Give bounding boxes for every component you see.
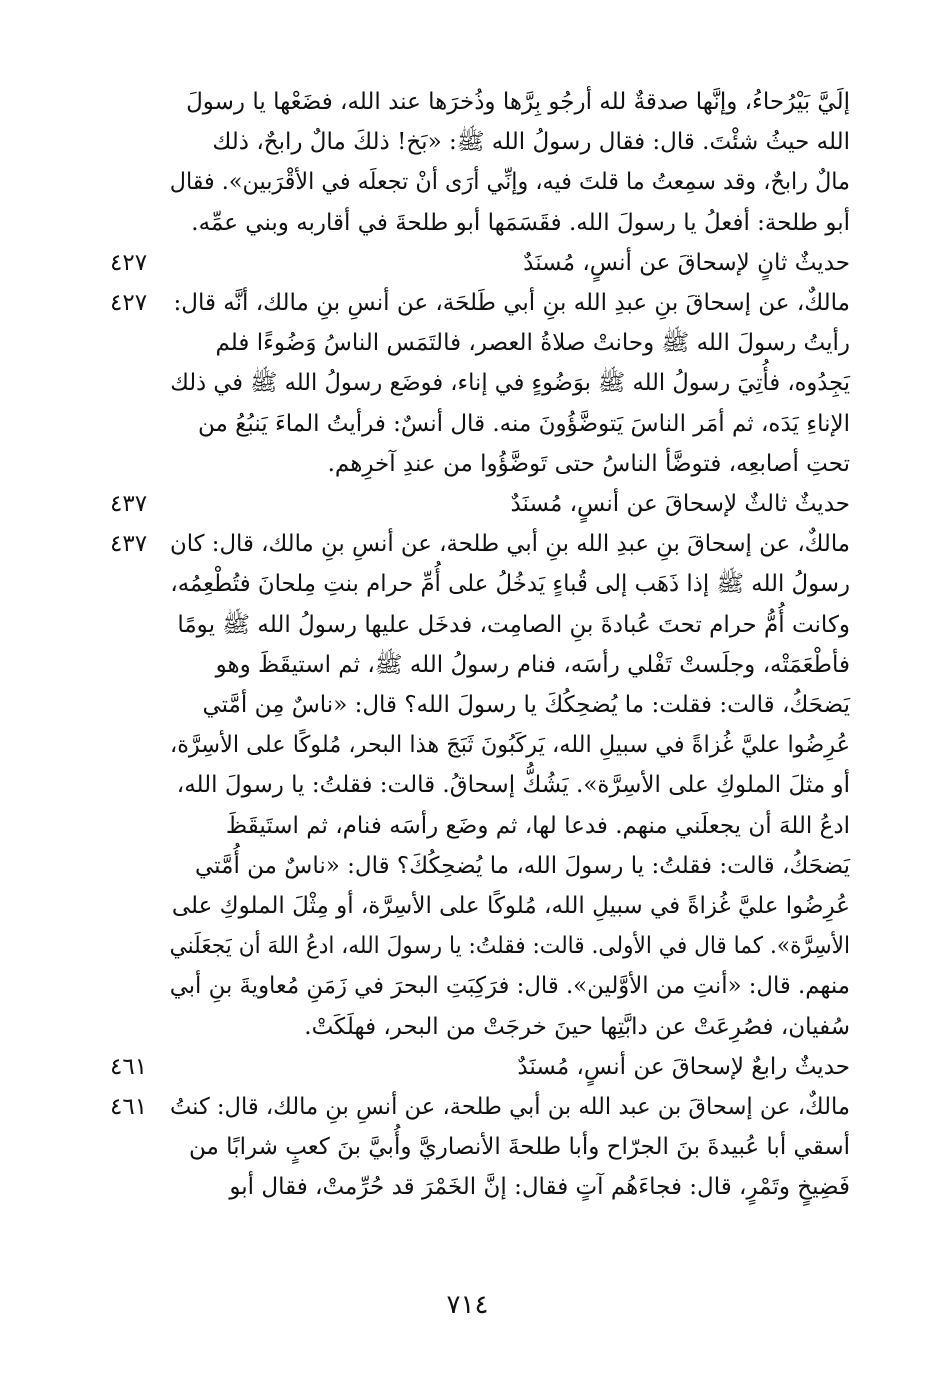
text-line: مالكٌ، عن إسحاقَ بنِ عبدِ الله بنِ أبي طلحة، عن أنسِ بنِ مالك، قال: كان: [169, 531, 850, 558]
text-line: فأطْعَمَتْه، وجلَستْ تَفْلي رأسَه، فنام رسولُ الله ﷺ، ثم استيقَظَ وهو: [215, 651, 850, 678]
text-line: منهم. قال: «أنتِ من الأوَّلين». قال: فرَكِبَتِ البحرَ في زَمَنِ مُعاويةَ بنِ أبي: [169, 973, 850, 1000]
text-line: فَضِيخٍ وتَمْرٍ، قال: فجاءَهُم آتٍ فقال: إنَّ الخَمْرَ قد حُرِّمتْ، فقال أبو: [229, 1174, 850, 1201]
heading-ref-number: ٤٣٧: [110, 491, 148, 517]
text-line: رسولُ الله ﷺ إذا ذَهَب إلى قُباءٍ يَدخُلُ على أُمِّ حرام بنتِ مِلحانَ فتُطْعِمُه،: [170, 571, 850, 598]
text-line: الله حيثُ شئْتَ. قال: فقال رسولُ الله ﷺ: «بَخ! ذلكَ مالٌ رابحٌ، ذلك: [212, 129, 850, 156]
hadith-ref-number: ٤٦١: [110, 1094, 148, 1120]
text-line: مالكٌ، عن إسحاقَ بن عبد الله بن أبي طلحة، عن أنسِ بنِ مالك، قال: كنتُ: [169, 1094, 850, 1120]
text-line: الأسِرَّة». كما قال في الأولى. قالت: فقلتُ: يا رسولَ الله، ادعُ اللهَ أن يَجعَلَني: [169, 933, 850, 960]
text-line: أو مثلَ الملوكِ على الأسِرَّة». يَشُكُّ إسحاقُ. قالت: فقلتُ: يا رسولَ الله،: [176, 772, 850, 799]
text-line: يَضحَكُ، قالت: فقلتُ: يا رسولَ الله، ما يُضحِكُكَ؟ قال: «ناسٌ من أُمَّتي: [195, 852, 850, 879]
heading-text: حديثٌ ثانٍ لإسحاقَ عن أنسٍ، مُسنَدٌ: [523, 249, 850, 276]
page-number: ٧١٤: [446, 1290, 489, 1320]
heading-ref-number: ٤٦١: [110, 1053, 148, 1080]
text-line: تحتِ أصابعِه، فتوضَّأ الناسُ حتى تَوضَّؤُوا من عندِ آخرِهم.: [327, 450, 850, 477]
text-line: مالٌ رابحٌ، وقد سمِعتُ ما قلتَ فيه، وإنِّي أرَى أنْ تجعلَه في الأقْرَبين». فقال: [169, 169, 851, 196]
text-line: عُرِضُوا عليَّ غُزاةً في سبيلِ الله، مُلوكًا على الأسِرَّة، أو مِثْلَ الملوكِ على: [171, 892, 850, 919]
text-line: رأيتُ رسولَ الله ﷺ وحانتْ صلاةُ العصر، فالتَمَس الناسُ وَضُوءًا فلم: [215, 330, 850, 357]
text-line: عُرِضُوا عليَّ غُزاةً في سبيلِ الله، يَركَبُونَ ثَبَجَ هذا البحر، مُلوكًا على الأسِرَّة،: [169, 732, 850, 759]
heading-ref-number: ٤٢٧: [110, 249, 148, 276]
heading-text: حديثٌ ثالثٌ لإسحاقَ عن أنسٍ، مُسنَدٌ: [510, 491, 850, 517]
text-line: سُفيان، فصُرِعَتْ عن دابَّتِها حينَ خرجَتْ من البحر، فهلَكَتْ.: [304, 1013, 850, 1040]
hadith-ref-number: ٤٢٧: [110, 290, 148, 316]
text-line: مالكٌ، عن إسحاقَ بنِ عبدِ الله بنِ أبي طَلحَة، عن أنسِ بنِ مالك، أنَّه قال:: [173, 290, 850, 316]
text-line: ادعُ اللهَ أن يجعلَني منهم. فدعا لها، ثم وضَع رأسَه فنام، ثم استَيقَظَ: [225, 812, 850, 839]
text-line: أسقي أبا عُبيدةَ بنَ الجرّاح وأبا طلحةَ الأنصاريَّ وأُبيَّ بنَ كعبٍ شرابًا من: [189, 1134, 850, 1161]
text-line: يَجِدُوه، فأُتِيَ رسولُ الله ﷺ بوَضُوءٍ في إناء، فوضَع رسولُ الله ﷺ في ذلك: [170, 370, 850, 397]
heading-text: حديثٌ رابعٌ لإسحاقَ عن أنسٍ، مُسنَدٌ: [517, 1053, 850, 1080]
text-line: إلَيَّ بَيْرُحاءُ، وإنَّها صدقةٌ لله أرجُو بِرَّها وذُخرَها عند الله، فضَعْها يا رسولَ: [186, 89, 850, 115]
text-line: أبو طلحة: أفعلُ يا رسولَ الله. فقَسَمَها أبو طلحةَ في أقاربه وبني عمِّه.: [191, 209, 850, 236]
text-line: الإناءِ يَدَه، ثم أمَر الناسَ يَتوضَّؤُونَ منه. قال أنسٌ: فرأيتُ الماءَ يَنبُعُ من: [198, 410, 850, 437]
hadith-ref-number: ٤٣٧: [110, 531, 148, 558]
text-line: وكانت أُمُّ حرام تحتَ عُبادةَ بنِ الصامِت، فدخَل عليها رسولُ الله ﷺ يومًا: [177, 611, 850, 638]
text-line: يَضحَكُ، قالت: فقلت: ما يُضحِكُكَ يا رسولَ الله؟ قال: «ناسٌ مِن أمَّتي: [202, 691, 850, 718]
